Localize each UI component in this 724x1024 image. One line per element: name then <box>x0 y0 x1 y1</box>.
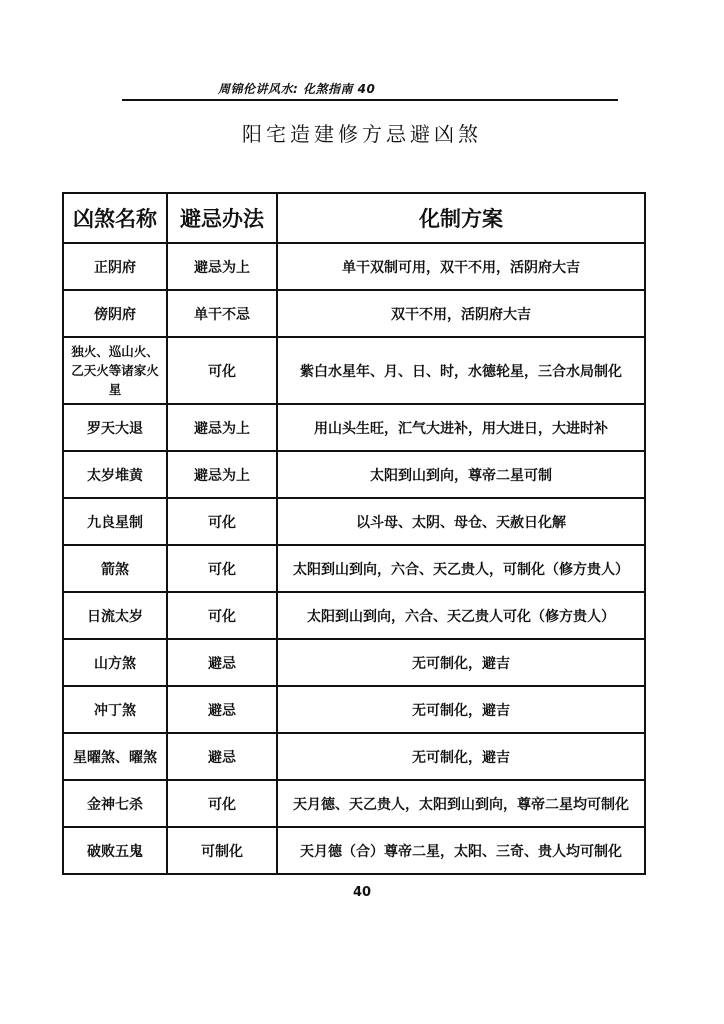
row-method-cell: 避忌 <box>167 686 277 733</box>
row-name-cell: 星曜煞、曜煞 <box>63 733 167 780</box>
row-method-cell: 避忌为上 <box>167 451 277 498</box>
row-plan-cell: 无可制化，避吉 <box>277 733 645 780</box>
table-row <box>63 337 645 404</box>
row-method-cell: 单干不忌 <box>167 290 277 337</box>
page-number: 40 <box>352 885 372 900</box>
table-row <box>63 243 645 290</box>
table-header-row <box>63 193 645 243</box>
row-plan-cell: 无可制化，避吉 <box>277 639 645 686</box>
running-header: 周锦伦讲风水: 化煞指南 40 <box>218 82 376 96</box>
row-name-cell: 破败五鬼 <box>63 827 167 874</box>
table-row <box>63 780 645 827</box>
row-plan-cell: 双干不用，活阴府大吉 <box>277 290 645 337</box>
table-row <box>63 545 645 592</box>
row-method-cell: 避忌 <box>167 639 277 686</box>
table-row <box>63 404 645 451</box>
column-header-name: 凶煞名称 <box>63 193 167 243</box>
column-header-method: 避忌办法 <box>167 193 277 243</box>
row-name-cell: 金神七杀 <box>63 780 167 827</box>
row-plan-cell: 太阳到山到向，六合、天乙贵人可化（修方贵人） <box>277 592 645 639</box>
row-name-cell: 傍阴府 <box>63 290 167 337</box>
row-method-cell: 避忌为上 <box>167 404 277 451</box>
table-row <box>63 639 645 686</box>
row-method-cell: 可化 <box>167 592 277 639</box>
row-name-cell: 九良星制 <box>63 498 167 545</box>
row-name-cell: 太岁堆黄 <box>63 451 167 498</box>
row-name-cell: 箭煞 <box>63 545 167 592</box>
row-plan-cell: 太阳到山到向，六合、天乙贵人，可制化（修方贵人） <box>277 545 645 592</box>
table-row <box>63 686 645 733</box>
row-method-cell: 避忌为上 <box>167 243 277 290</box>
row-name-cell: 罗天大退 <box>63 404 167 451</box>
row-method-cell: 避忌 <box>167 733 277 780</box>
row-method-cell: 可制化 <box>167 827 277 874</box>
row-name-cell: 独火、巡山火、乙天火等诸家火星 <box>63 337 167 404</box>
table-row <box>63 827 645 874</box>
row-name-cell: 冲丁煞 <box>63 686 167 733</box>
evil-spirits-table <box>62 192 646 875</box>
row-plan-cell: 用山头生旺，汇气大进补，用大进日，大进时补 <box>277 404 645 451</box>
row-plan-cell: 太阳到山到向，尊帝二星可制 <box>277 451 645 498</box>
column-header-plan: 化制方案 <box>277 193 645 243</box>
row-method-cell: 可化 <box>167 780 277 827</box>
table-row <box>63 498 645 545</box>
row-method-cell: 可化 <box>167 337 277 404</box>
table-row <box>63 733 645 780</box>
row-plan-cell: 单干双制可用，双干不用，活阴府大吉 <box>277 243 645 290</box>
row-plan-cell: 天月德、天乙贵人，太阳到山到向，尊帝二星均可制化 <box>277 780 645 827</box>
page-title: 阳宅造建修方忌避凶煞 <box>242 122 482 146</box>
row-plan-cell: 天月德（合）尊帝二星，太阳、三奇、贵人均可制化 <box>277 827 645 874</box>
row-name-cell: 正阴府 <box>63 243 167 290</box>
row-name-cell: 日流太岁 <box>63 592 167 639</box>
row-plan-cell: 紫白水星年、月、日、时，水德轮星，三合水局制化 <box>277 337 645 404</box>
table-row <box>63 451 645 498</box>
header-divider <box>122 99 618 101</box>
row-method-cell: 可化 <box>167 498 277 545</box>
table-row <box>63 592 645 639</box>
table-row <box>63 290 645 337</box>
row-plan-cell: 以斗母、太阴、母仓、天赦日化解 <box>277 498 645 545</box>
row-plan-cell: 无可制化，避吉 <box>277 686 645 733</box>
row-name-cell: 山方煞 <box>63 639 167 686</box>
row-method-cell: 可化 <box>167 545 277 592</box>
